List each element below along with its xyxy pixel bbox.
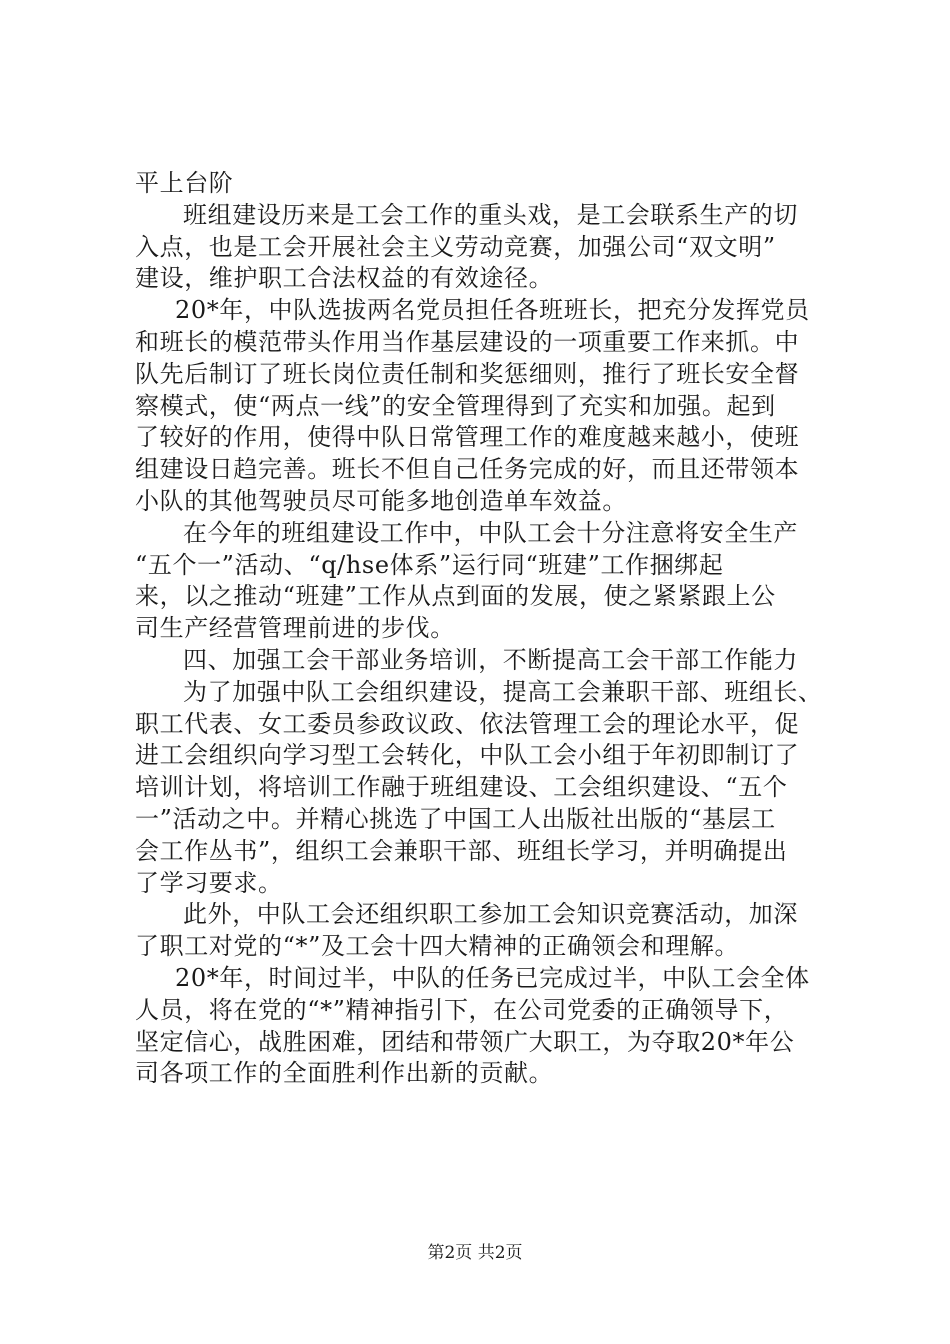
text-line: 建设，维护职工合法权益的有效途径。 bbox=[135, 264, 554, 293]
text-line: 坚定信心，战胜困难，团结和带领广大职工，为夺取20*年公 bbox=[135, 1027, 795, 1056]
text-line: 和班长的模范带头作用当作基层建设的一项重要工作来抓。中 bbox=[135, 327, 800, 356]
text-line: 在今年的班组建设工作中，中队工会十分注意将安全生产 bbox=[183, 518, 798, 547]
text-line: 会工作丛书”，组织工会兼职干部、班组长学习，并明确提出 bbox=[135, 836, 788, 865]
text-line: 察模式，使“两点一线”的安全管理得到了充实和加强。起到 bbox=[135, 391, 776, 420]
text-line: 了学习要求。 bbox=[135, 868, 283, 897]
text-line: 人员，将在党的“*”精神指引下，在公司党委的正确领导下， bbox=[135, 995, 789, 1024]
text-line: 了职工对党的“*”及工会十四大精神的正确领会和理解。 bbox=[135, 932, 740, 961]
text-line: 培训计划，将培训工作融于班组建设、工会组织建设、“五个 bbox=[135, 773, 788, 802]
text-line: 司各项工作的全面胜利作出新的贡献。 bbox=[135, 1059, 554, 1088]
text-line: 小队的其他驾驶员尽可能多地创造单车效益。 bbox=[135, 486, 627, 515]
text-line: 职工代表、女工委员参政议政、依法管理工会的理论水平，促 bbox=[135, 709, 800, 738]
text-line: 平上台阶 bbox=[135, 169, 234, 197]
text-line: 了较好的作用，使得中队日常管理工作的难度越来越小，使班 bbox=[135, 423, 800, 452]
text-line: 20*年，中队选拔两名党员担任各班班长，把充分发挥党员 bbox=[175, 296, 810, 325]
text-line: 此外，中队工会还组织职工参加工会知识竞赛活动，加深 bbox=[183, 900, 798, 929]
text-line: 来，以之推动“班建”工作从点到面的发展，使之紧紧跟上公 bbox=[135, 582, 776, 611]
text-line: 班组建设历来是工会工作的重头戏，是工会联系生产的切 bbox=[183, 200, 798, 229]
text-line: “五个一”活动、“q/hse体系”运行同“班建”工作捆绑起 bbox=[135, 550, 724, 579]
text-line: 20*年，时间过半，中队的任务已完成过半，中队工会全体 bbox=[175, 963, 810, 992]
text-line: 进工会组织向学习型工会转化，中队工会小组于年初即制订了 bbox=[135, 741, 800, 770]
text-line: 为了加强中队工会组织建设，提高工会兼职干部、班组长、 bbox=[183, 677, 823, 706]
text-line: 一”活动之中。并精心挑选了中国工人出版社出版的“基层工 bbox=[135, 804, 776, 833]
text-line: 入点，也是工会开展社会主义劳动竞赛，加强公司“双文明” bbox=[135, 232, 776, 261]
text-line: 司生产经营管理前进的步伐。 bbox=[135, 614, 455, 643]
text-line: 四、加强工会干部业务培训，不断提高工会干部工作能力 bbox=[183, 645, 798, 674]
text-line: 组建设日趋完善。班长不但自己任务完成的好，而且还带领本 bbox=[135, 455, 800, 484]
text-line: 队先后制订了班长岗位责任制和奖惩细则，推行了班长安全督 bbox=[135, 359, 800, 388]
document-body bbox=[135, 168, 855, 1090]
page-footer: 第2页 共2页 bbox=[427, 1243, 523, 1263]
